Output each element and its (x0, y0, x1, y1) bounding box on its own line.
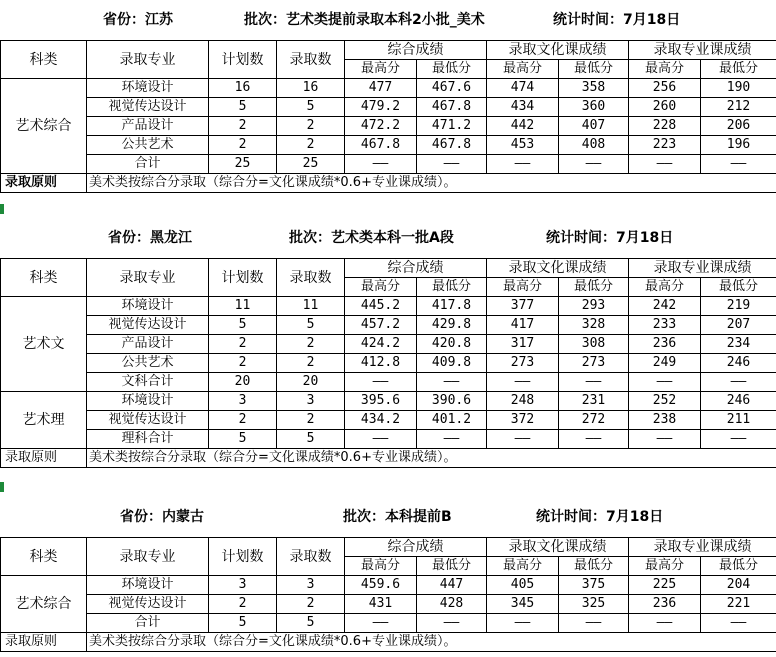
admitted-cell[interactable]: 2 (277, 411, 345, 430)
score-cell[interactable]: 467.8 (345, 136, 417, 155)
plan-cell[interactable]: 5 (209, 430, 277, 449)
admitted-cell[interactable]: 2 (277, 136, 345, 155)
block-header (0, 218, 776, 258)
score-cell[interactable]: 457.2 (345, 316, 417, 335)
score-cell[interactable]: 211 (701, 411, 776, 430)
score-cell[interactable]: 273 (559, 354, 629, 373)
score-cell[interactable]: 372 (487, 411, 559, 430)
stat-time-label: 统计时间：7月18日 (546, 230, 674, 246)
plan-cell[interactable]: 20 (209, 373, 277, 392)
score-cell[interactable]: 401.2 (417, 411, 487, 430)
score-cell[interactable]: 434 (487, 98, 559, 117)
header-max[interactable]: 最高分 (629, 557, 701, 576)
table-row (1, 354, 776, 373)
score-cell[interactable]: —— (417, 155, 487, 174)
score-cell[interactable]: 417.8 (417, 297, 487, 316)
score-cell[interactable]: 223 (629, 136, 701, 155)
score-cell[interactable]: —— (487, 430, 559, 449)
plan-cell[interactable]: 11 (209, 297, 277, 316)
score-cell[interactable]: —— (417, 373, 487, 392)
major-cell[interactable]: 环境设计 (87, 297, 209, 316)
header-max[interactable]: 最高分 (629, 60, 701, 79)
category-cell[interactable]: 艺术理 (1, 392, 87, 449)
block-header (0, 497, 776, 537)
score-cell[interactable]: 479.2 (345, 98, 417, 117)
score-cell[interactable]: —— (559, 155, 629, 174)
header-plan[interactable]: 计划数 (209, 41, 277, 79)
header-min[interactable]: 最低分 (701, 557, 776, 576)
table-row (1, 430, 776, 449)
score-cell[interactable]: 236 (629, 335, 701, 354)
score-cell[interactable]: —— (701, 430, 776, 449)
score-cell[interactable]: 472.2 (345, 117, 417, 136)
table-row (1, 576, 776, 595)
admitted-cell[interactable]: 2 (277, 595, 345, 614)
header-max[interactable]: 最高分 (345, 557, 417, 576)
header-plan[interactable]: 计划数 (209, 538, 277, 576)
admission-table (0, 258, 776, 468)
score-cell[interactable]: 390.6 (417, 392, 487, 411)
table-row (1, 614, 776, 633)
header-major[interactable]: 录取专业 (87, 259, 209, 297)
score-cell[interactable]: 236 (629, 595, 701, 614)
major-cell[interactable]: 环境设计 (87, 79, 209, 98)
major-cell[interactable]: 视觉传达设计 (87, 595, 209, 614)
score-cell[interactable]: 196 (701, 136, 776, 155)
rule-text[interactable]: 美术类按综合分录取（综合分=文化课成绩*0.6+专业课成绩）。 (87, 174, 776, 193)
header-culture-score[interactable]: 录取文化课成绩 (487, 41, 629, 60)
table-row (1, 155, 776, 174)
table-row (1, 373, 776, 392)
header-min[interactable]: 最低分 (701, 278, 776, 297)
plan-cell[interactable]: 2 (209, 335, 277, 354)
admitted-cell[interactable]: 2 (277, 354, 345, 373)
score-cell[interactable]: 358 (559, 79, 629, 98)
score-cell[interactable]: 190 (701, 79, 776, 98)
score-cell[interactable]: 409.8 (417, 354, 487, 373)
score-cell[interactable]: —— (345, 614, 417, 633)
plan-cell[interactable]: 2 (209, 354, 277, 373)
major-cell[interactable]: 视觉传达设计 (87, 316, 209, 335)
major-cell[interactable]: 公共艺术 (87, 354, 209, 373)
admitted-cell[interactable]: 11 (277, 297, 345, 316)
score-cell[interactable]: 467.8 (417, 136, 487, 155)
score-cell[interactable]: —— (629, 430, 701, 449)
table-row (1, 411, 776, 430)
score-cell[interactable]: 412.8 (345, 354, 417, 373)
admitted-cell[interactable]: 3 (277, 576, 345, 595)
score-cell[interactable]: 434.2 (345, 411, 417, 430)
province-label: 省份：黑龙江 (108, 230, 192, 246)
plan-cell[interactable]: 16 (209, 79, 277, 98)
header-min[interactable]: 最低分 (417, 60, 487, 79)
score-cell[interactable]: 408 (559, 136, 629, 155)
header-combined-score[interactable]: 综合成绩 (345, 41, 487, 60)
score-cell[interactable]: 260 (629, 98, 701, 117)
header-max[interactable]: 最高分 (345, 278, 417, 297)
score-cell[interactable]: 325 (559, 595, 629, 614)
plan-cell[interactable]: 3 (209, 392, 277, 411)
score-cell[interactable]: 273 (487, 354, 559, 373)
plan-cell[interactable]: 5 (209, 614, 277, 633)
header-professional-score[interactable]: 录取专业课成绩 (629, 259, 776, 278)
header-min[interactable]: 最低分 (559, 278, 629, 297)
header-culture-score[interactable]: 录取文化课成绩 (487, 538, 629, 557)
header-min[interactable]: 最低分 (417, 278, 487, 297)
table-row (1, 392, 776, 411)
category-cell[interactable]: 艺术综合 (1, 79, 87, 174)
province-label: 省份：江苏 (103, 12, 173, 28)
table-row (1, 297, 776, 316)
score-cell[interactable]: 360 (559, 98, 629, 117)
score-cell[interactable]: 238 (629, 411, 701, 430)
rule-label[interactable]: 录取原则 (1, 174, 87, 193)
admitted-cell[interactable]: 25 (277, 155, 345, 174)
score-cell[interactable]: 447 (417, 576, 487, 595)
score-cell[interactable]: 395.6 (345, 392, 417, 411)
score-cell[interactable]: 453 (487, 136, 559, 155)
major-cell[interactable]: 视觉传达设计 (87, 411, 209, 430)
rule-label[interactable]: 录取原则 (1, 449, 87, 468)
header-major[interactable]: 录取专业 (87, 41, 209, 79)
rule-text[interactable]: 美术类按综合分录取（综合分=文化课成绩*0.6+专业课成绩）。 (87, 449, 776, 468)
admitted-cell[interactable]: 5 (277, 430, 345, 449)
score-cell[interactable]: —— (345, 373, 417, 392)
admitted-cell[interactable]: 2 (277, 335, 345, 354)
header-major[interactable]: 录取专业 (87, 538, 209, 576)
plan-cell[interactable]: 2 (209, 595, 277, 614)
score-cell[interactable]: 467.6 (417, 79, 487, 98)
score-cell[interactable]: —— (487, 373, 559, 392)
header-category[interactable]: 科类 (1, 41, 87, 79)
score-cell[interactable]: 221 (701, 595, 776, 614)
admitted-cell[interactable]: 5 (277, 316, 345, 335)
table-row (1, 595, 776, 614)
header-max[interactable]: 最高分 (487, 557, 559, 576)
score-cell[interactable]: 246 (701, 354, 776, 373)
cell-marker (0, 482, 4, 492)
score-cell[interactable]: 417 (487, 316, 559, 335)
major-cell[interactable]: 公共艺术 (87, 136, 209, 155)
plan-cell[interactable]: 2 (209, 136, 277, 155)
header-category[interactable]: 科类 (1, 259, 87, 297)
score-cell[interactable]: —— (629, 373, 701, 392)
score-cell[interactable]: —— (417, 614, 487, 633)
header-culture-score[interactable]: 录取文化课成绩 (487, 259, 629, 278)
score-cell[interactable]: —— (701, 614, 776, 633)
score-cell[interactable]: 228 (629, 117, 701, 136)
score-cell[interactable]: —— (345, 155, 417, 174)
score-cell[interactable]: 293 (559, 297, 629, 316)
batch-label: 批次：艺术类本科一批A段 (289, 230, 454, 246)
score-cell[interactable]: 420.8 (417, 335, 487, 354)
header-max[interactable]: 最高分 (345, 60, 417, 79)
score-cell[interactable]: —— (701, 373, 776, 392)
major-cell[interactable]: 产品设计 (87, 117, 209, 136)
score-cell[interactable]: 442 (487, 117, 559, 136)
province-label: 省份：内蒙古 (120, 509, 204, 525)
block-header (0, 0, 776, 40)
score-cell[interactable]: 252 (629, 392, 701, 411)
cell-marker (0, 204, 4, 214)
score-cell[interactable]: 424.2 (345, 335, 417, 354)
score-cell[interactable]: 204 (701, 576, 776, 595)
table-row (1, 136, 776, 155)
score-cell[interactable]: 248 (487, 392, 559, 411)
score-cell[interactable]: —— (701, 155, 776, 174)
header-min[interactable]: 最低分 (417, 557, 487, 576)
batch-label: 批次：艺术类提前录取本科2小批_美术 (244, 12, 485, 28)
stat-time-label: 统计时间：7月18日 (553, 12, 681, 28)
header-combined-score[interactable]: 综合成绩 (345, 538, 487, 557)
plan-cell[interactable]: 25 (209, 155, 277, 174)
score-cell[interactable]: 459.6 (345, 576, 417, 595)
score-cell[interactable]: —— (629, 614, 701, 633)
table-row (1, 79, 776, 98)
admitted-cell[interactable]: 20 (277, 373, 345, 392)
score-cell[interactable]: —— (487, 155, 559, 174)
score-cell[interactable]: —— (559, 373, 629, 392)
major-cell[interactable]: 产品设计 (87, 335, 209, 354)
header-max[interactable]: 最高分 (629, 278, 701, 297)
score-cell[interactable]: 431 (345, 595, 417, 614)
table-row (1, 98, 776, 117)
score-cell[interactable]: 246 (701, 392, 776, 411)
score-cell[interactable]: 206 (701, 117, 776, 136)
header-professional-score[interactable]: 录取专业课成绩 (629, 538, 776, 557)
header-admitted[interactable]: 录取数 (277, 259, 345, 297)
major-cell[interactable]: 文科合计 (87, 373, 209, 392)
score-cell[interactable]: 219 (701, 297, 776, 316)
admission-table (0, 537, 776, 652)
plan-cell[interactable]: 2 (209, 411, 277, 430)
rule-label[interactable]: 录取原则 (1, 633, 87, 652)
header-max[interactable]: 最高分 (487, 60, 559, 79)
admission-table (0, 40, 776, 193)
score-cell[interactable]: —— (487, 614, 559, 633)
major-cell[interactable]: 合计 (87, 155, 209, 174)
plan-cell[interactable]: 3 (209, 576, 277, 595)
header-combined-score[interactable]: 综合成绩 (345, 259, 487, 278)
score-cell[interactable]: —— (629, 155, 701, 174)
major-cell[interactable]: 环境设计 (87, 576, 209, 595)
admitted-cell[interactable]: 2 (277, 117, 345, 136)
score-cell[interactable]: 233 (629, 316, 701, 335)
header-min[interactable]: 最低分 (559, 557, 629, 576)
score-cell[interactable]: 249 (629, 354, 701, 373)
category-cell[interactable]: 艺术文 (1, 297, 87, 392)
row-gap (0, 200, 776, 218)
major-cell[interactable]: 视觉传达设计 (87, 98, 209, 117)
score-cell[interactable]: 225 (629, 576, 701, 595)
stat-time-label: 统计时间：7月18日 (536, 509, 664, 525)
score-cell[interactable]: 405 (487, 576, 559, 595)
admitted-cell[interactable]: 5 (277, 98, 345, 117)
header-min[interactable]: 最低分 (701, 60, 776, 79)
plan-cell[interactable]: 5 (209, 316, 277, 335)
header-admitted[interactable]: 录取数 (277, 538, 345, 576)
admitted-cell[interactable]: 16 (277, 79, 345, 98)
score-cell[interactable]: 242 (629, 297, 701, 316)
header-professional-score[interactable]: 录取专业课成绩 (629, 41, 776, 60)
score-cell[interactable]: —— (559, 430, 629, 449)
header-category[interactable]: 科类 (1, 538, 87, 576)
batch-label: 批次：本科提前B (343, 509, 452, 525)
plan-cell[interactable]: 2 (209, 117, 277, 136)
province-block (0, 0, 776, 193)
score-cell[interactable]: 407 (559, 117, 629, 136)
score-cell[interactable]: 428 (417, 595, 487, 614)
province-block (0, 497, 776, 652)
score-cell[interactable]: 377 (487, 297, 559, 316)
header-max[interactable]: 最高分 (487, 278, 559, 297)
score-cell[interactable]: 445.2 (345, 297, 417, 316)
score-cell[interactable]: 212 (701, 98, 776, 117)
score-cell[interactable]: 234 (701, 335, 776, 354)
table-row (1, 335, 776, 354)
major-cell[interactable]: 合计 (87, 614, 209, 633)
score-cell[interactable]: 467.8 (417, 98, 487, 117)
score-cell[interactable]: —— (417, 430, 487, 449)
score-cell[interactable]: 317 (487, 335, 559, 354)
header-plan[interactable]: 计划数 (209, 259, 277, 297)
score-cell[interactable]: 207 (701, 316, 776, 335)
category-cell[interactable]: 艺术综合 (1, 576, 87, 633)
score-cell[interactable]: 272 (559, 411, 629, 430)
score-cell[interactable]: 328 (559, 316, 629, 335)
score-cell[interactable]: 477 (345, 79, 417, 98)
score-cell[interactable]: —— (559, 614, 629, 633)
province-block (0, 218, 776, 468)
score-cell[interactable]: 474 (487, 79, 559, 98)
score-cell[interactable]: 231 (559, 392, 629, 411)
score-cell[interactable]: 308 (559, 335, 629, 354)
score-cell[interactable]: 471.2 (417, 117, 487, 136)
row-gap (0, 478, 776, 497)
major-cell[interactable]: 理科合计 (87, 430, 209, 449)
rule-text[interactable]: 美术类按综合分录取（综合分=文化课成绩*0.6+专业课成绩）。 (87, 633, 776, 652)
score-cell[interactable]: 429.8 (417, 316, 487, 335)
table-row (1, 117, 776, 136)
header-min[interactable]: 最低分 (559, 60, 629, 79)
score-cell[interactable]: 256 (629, 79, 701, 98)
admitted-cell[interactable]: 5 (277, 614, 345, 633)
score-cell[interactable]: —— (345, 430, 417, 449)
admitted-cell[interactable]: 3 (277, 392, 345, 411)
major-cell[interactable]: 环境设计 (87, 392, 209, 411)
plan-cell[interactable]: 5 (209, 98, 277, 117)
table-row (1, 316, 776, 335)
score-cell[interactable]: 345 (487, 595, 559, 614)
score-cell[interactable]: 375 (559, 576, 629, 595)
header-admitted[interactable]: 录取数 (277, 41, 345, 79)
